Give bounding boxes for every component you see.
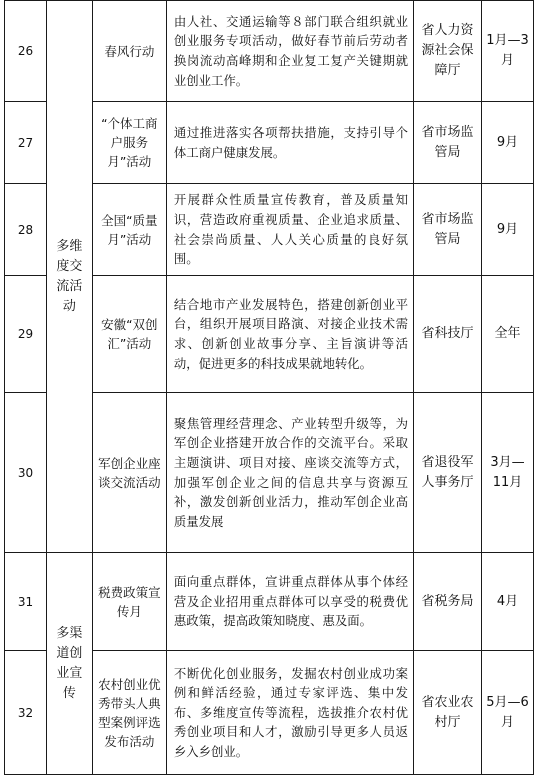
- department-cell: [414, 276, 482, 393]
- time-period: 3月—11月: [490, 454, 525, 490]
- activity-content: 聚焦管理经营理念、产业转型升级等，为军创企业搭建开放合作的交流平台。采取主题演讲、项目对接、座谈交流等方式，加强军创企业之间的信息共享与资源互补，激发创新创业活力，推动军创企业高质量发展: [173, 415, 409, 529]
- department-name: 省农业农村厅: [421, 694, 474, 730]
- department-name: 省科技厅: [421, 326, 474, 341]
- time-cell: [482, 276, 534, 393]
- activity-name: 税费政策宣传月: [98, 584, 161, 619]
- activity-name: 军创企业座谈交流活动: [98, 455, 161, 490]
- activity-name: 安徽“双创汇”活动: [101, 317, 158, 351]
- time-period: 9月: [496, 221, 519, 237]
- row-number: 27: [5, 102, 47, 184]
- row-number: 28: [5, 184, 47, 276]
- activity-content-cell: [166, 1, 413, 102]
- department-cell: [414, 102, 482, 184]
- activity-name-cell: [92, 102, 166, 184]
- activity-content: 通过推进落实各项帮扶措施，支持引导个体工商户健康发展。: [173, 124, 409, 160]
- activity-table: [4, 0, 534, 775]
- department-name: 省退役军人事务厅: [421, 454, 474, 490]
- time-period: 4月: [496, 593, 519, 609]
- activity-name: 全国“质量月”活动: [101, 212, 158, 247]
- row-number: 31: [5, 553, 47, 651]
- time-cell: [482, 184, 534, 276]
- activity-content: 结合地市产业发展特色，搭建创新创业平台，组织开展项目路演、对接企业技术需求、创新创业故事分享、主旨演讲等活动，促进更多的科技成果就地转化。: [173, 296, 409, 371]
- category-cell: [46, 1, 92, 553]
- activity-content: 不断优化创业服务，发掘农村创业成功案例和鲜活经验，通过专家评选、集中发布、多维度宣传等流程，选拔推介农村优秀创业项目和人才，激励引导更多人员返乡入乡创业。: [173, 665, 409, 759]
- department-cell: [414, 651, 482, 775]
- policy-activity-table-page: [4, 0, 534, 775]
- row-number: 30: [5, 393, 47, 553]
- time-cell: [482, 393, 534, 553]
- time-period: 1月—3月: [486, 33, 529, 68]
- department-cell: [414, 1, 482, 102]
- activity-name: 春风行动: [104, 43, 155, 59]
- time-period: 9月: [496, 134, 519, 150]
- activity-content-cell: [166, 184, 413, 276]
- department-cell: [414, 553, 482, 651]
- category-label: 多维度交流活动: [56, 238, 83, 314]
- department-cell: [414, 393, 482, 553]
- time-period: 5月—6月: [486, 694, 529, 730]
- department-name: 省市场监管局: [421, 211, 474, 247]
- activity-content-cell: [166, 553, 413, 651]
- activity-name-cell: [92, 276, 166, 393]
- activity-name-cell: [92, 393, 166, 553]
- activity-content: 由人社、交通运输等８部门联合组织就业创业服务专项活动，做好春节前后劳动者换岗流动高峰期和企业复工复产关键期就业创业工作。: [173, 13, 409, 88]
- time-period: 全年: [494, 326, 521, 341]
- activity-name-cell: [92, 553, 166, 651]
- row-number: 26: [5, 1, 47, 102]
- activity-name-cell: [92, 1, 166, 102]
- category-label: 多渠道创业宣传: [56, 625, 83, 701]
- department-name: 省市场监管局: [421, 124, 474, 160]
- time-cell: [482, 102, 534, 184]
- time-cell: [482, 651, 534, 775]
- activity-name: 农村创业优秀带头人典型案例评选发布活动: [98, 676, 161, 749]
- department-cell: [414, 184, 482, 276]
- time-cell: [482, 553, 534, 651]
- activity-content-cell: [166, 102, 413, 184]
- activity-content: 开展群众性质量宣传教育，普及质量知识，营造政府重视质量、企业追求质量、社会崇尚质量、人人关心质量的良好氛围。: [173, 192, 409, 267]
- category-cell: [46, 553, 92, 775]
- row-number: 29: [5, 276, 47, 393]
- time-cell: [482, 1, 534, 102]
- department-name: 省人力资源社会保障厅: [421, 23, 474, 78]
- row-number: 32: [5, 651, 47, 775]
- activity-content-cell: [166, 651, 413, 775]
- activity-name-cell: [92, 184, 166, 276]
- activity-content-cell: [166, 393, 413, 553]
- activity-name: “个体工商户服务月”活动: [101, 116, 158, 169]
- activity-content-cell: [166, 276, 413, 393]
- table-row: [5, 553, 534, 651]
- activity-name-cell: [92, 651, 166, 775]
- activity-content: 面向重点群体，宣讲重点群体从事个体经营及企业招用重点群体可以享受的税费优惠政策，提高政策知晓度、惠及面。: [173, 574, 409, 629]
- table-row: [5, 1, 534, 102]
- department-name: 省税务局: [421, 593, 474, 609]
